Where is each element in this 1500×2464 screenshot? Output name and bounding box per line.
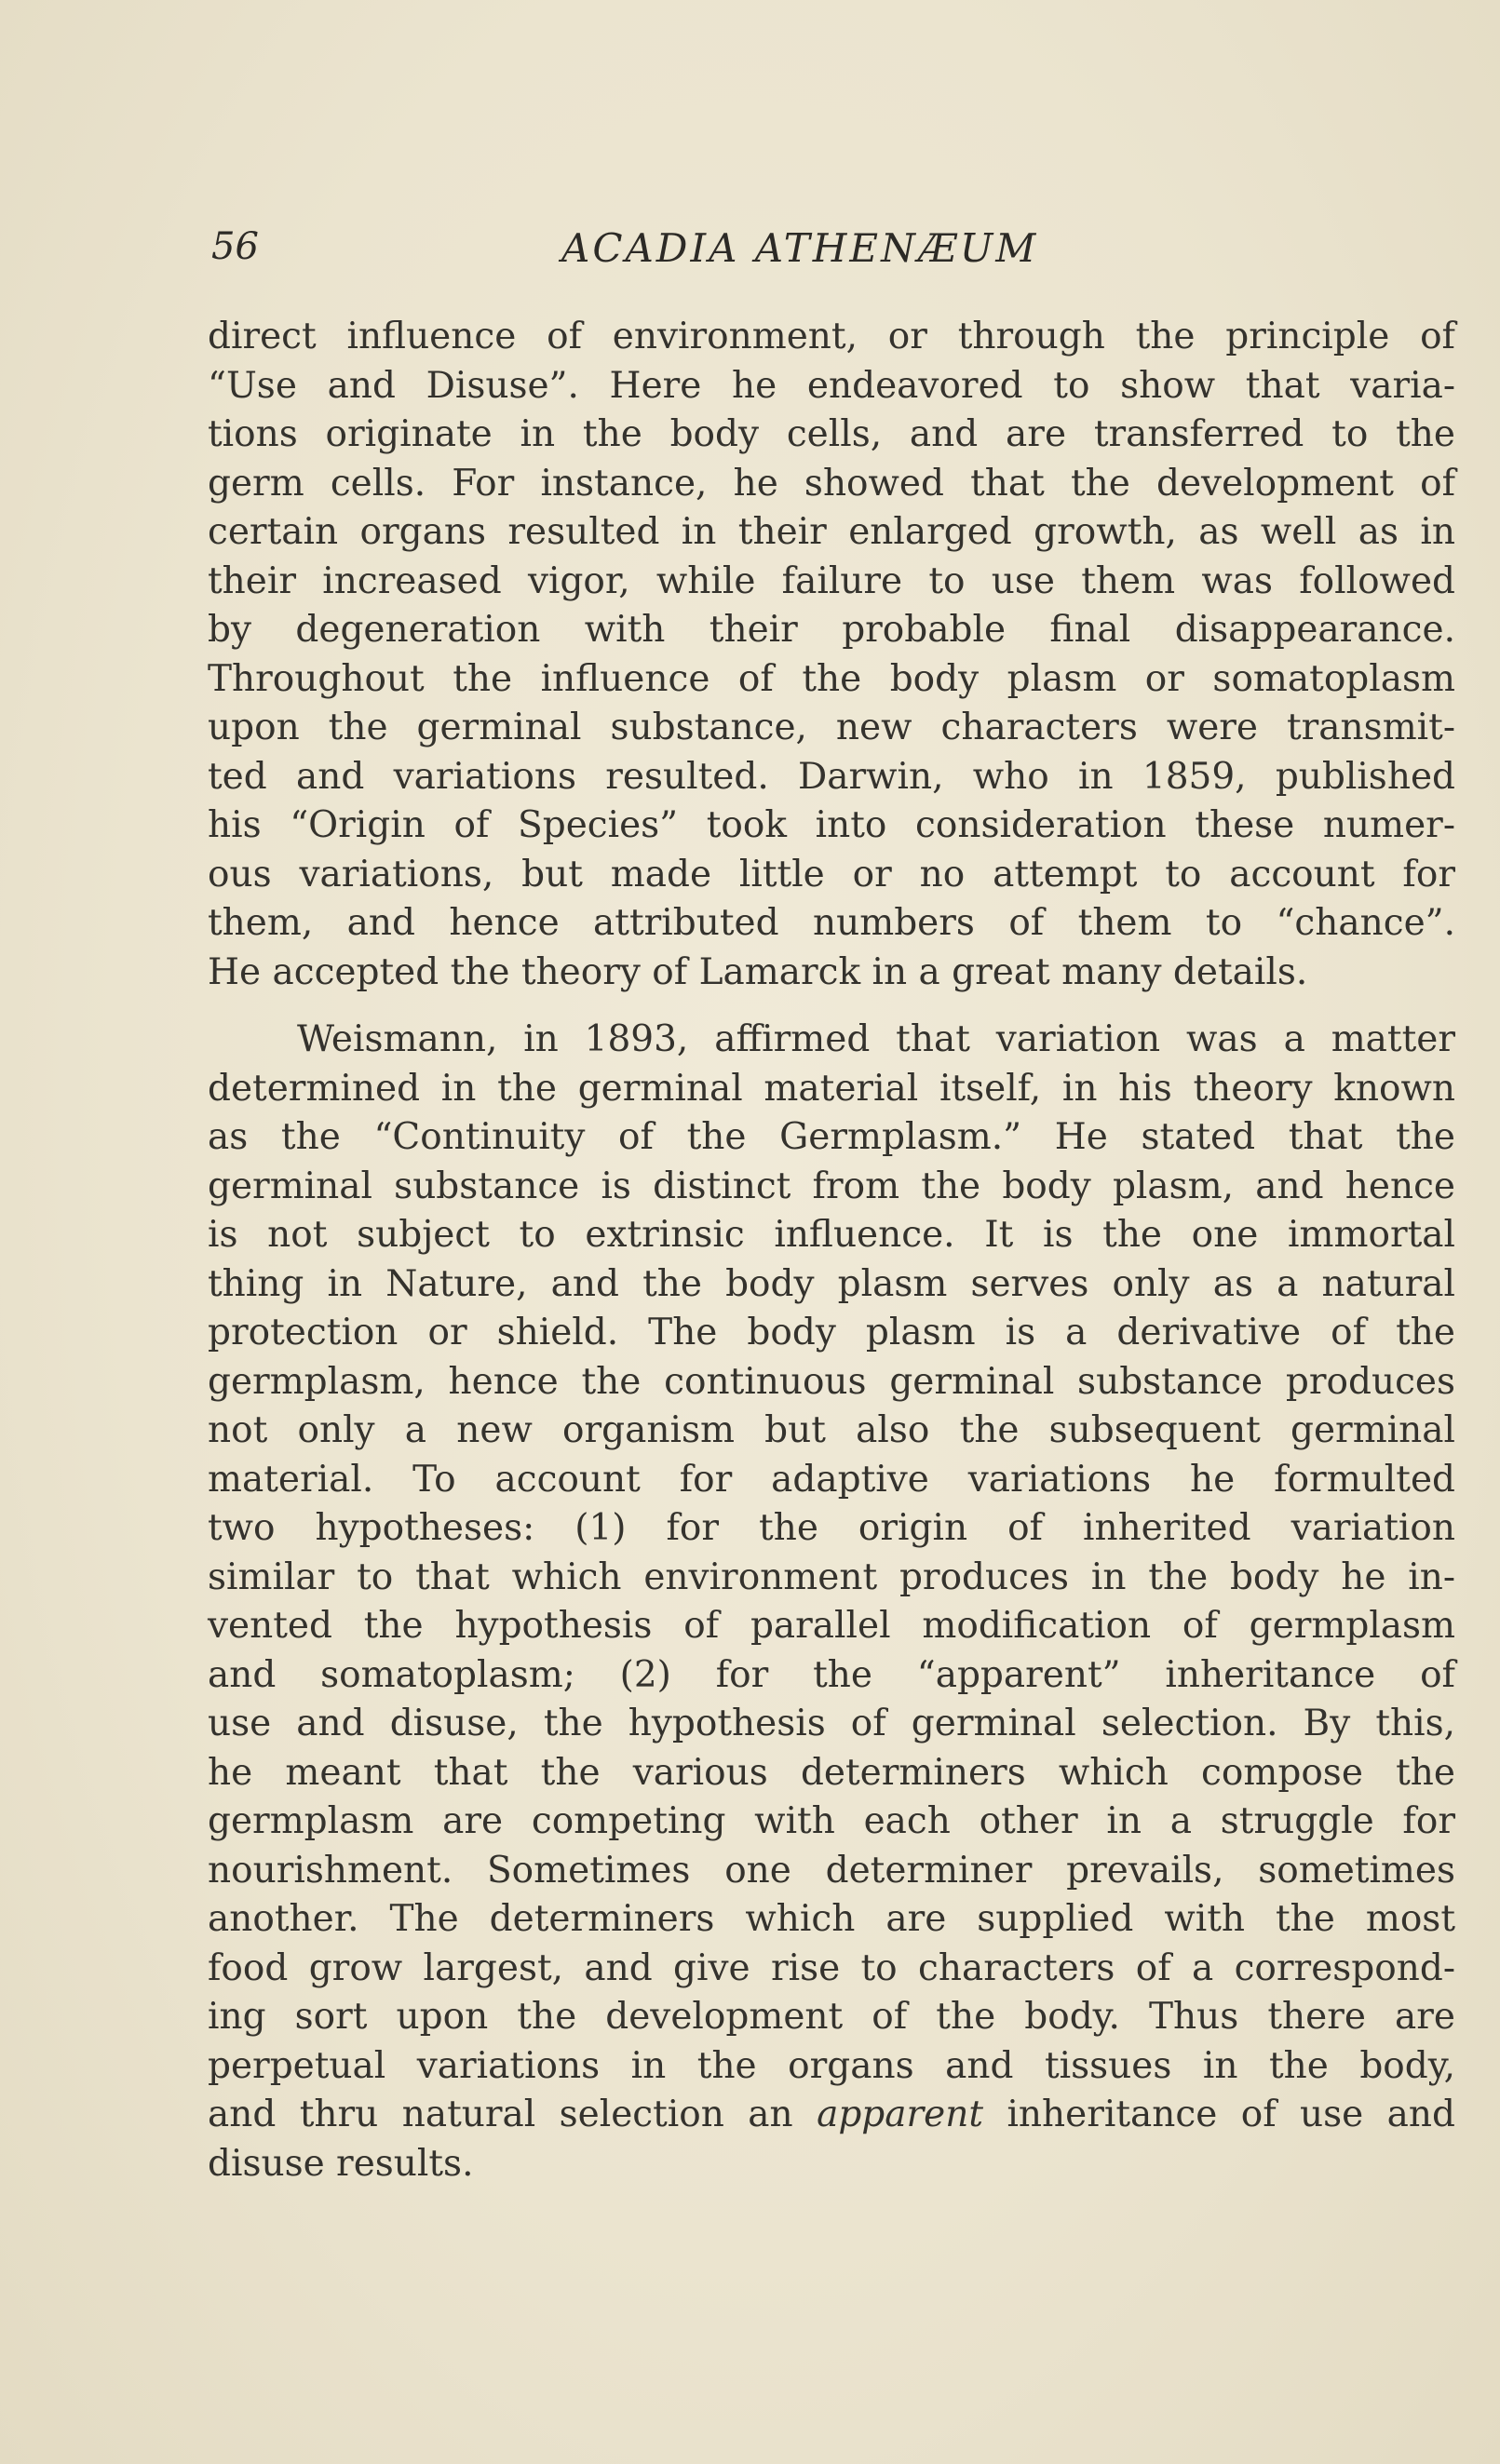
text-line: protection or shield. The body plasm is a derivative of the: [208, 1312, 1455, 1353]
text-line: ing sort upon the development of the body. Thus there are: [208, 1996, 1455, 2038]
text-line: his “Origin of Species” took into consideration these numer-: [208, 804, 1455, 846]
text-line: as the “Continuity of the Germplasm.” He stated that the: [208, 1116, 1455, 1158]
text-line: upon the germinal substance, new characters were transmit-: [208, 707, 1455, 748]
text-segment: and thru natural selection an: [208, 2094, 818, 2135]
text-line: perpetual variations in the organs and tissues in the body,: [208, 2044, 1455, 2087]
text-line: ous variations, but made little or no attempt to account for: [208, 853, 1455, 895]
running-title: ACADIA ATHENÆUM: [561, 225, 1039, 271]
page-number: 56: [211, 225, 259, 268]
text-line: not only a new organism but also the subsequent germinal: [208, 1409, 1455, 1451]
text-line: direct influence of environment, or through the principle of: [208, 316, 1455, 357]
text-line: ted and variations resulted. Darwin, who in 1859, published: [208, 755, 1455, 798]
text-line: food grow largest, and give rise to characters of a correspond-: [208, 1946, 1455, 1989]
text-line-with-italic: [208, 2091, 1455, 2140]
italic-word: apparent: [817, 2094, 984, 2135]
text-line: by degeneration with their probable final disappearance.: [208, 609, 1455, 651]
paragraph-2: [208, 1016, 1455, 2188]
text-line: use and disuse, the hypothesis of germinal selection. By this,: [208, 1703, 1455, 1744]
text-line: tions originate in the body cells, and are transferred to the: [208, 413, 1455, 455]
paragraph-gap: [208, 997, 1455, 1016]
text-line: and somatoplasm; (2) for the “apparent” inheritance of: [208, 1653, 1455, 1696]
body-text: [208, 313, 1455, 2188]
text-line: similar to that which environment produces in the body he in-: [208, 1555, 1455, 1598]
text-line: he meant that the various determiners which compose the: [208, 1751, 1455, 1794]
text-line: vented the hypothesis of parallel modification of germplasm: [208, 1605, 1455, 1647]
text-line: He accepted the theory of Lamarck in a great many details.: [208, 950, 1308, 993]
paragraph-1: [208, 313, 1455, 997]
text-line: germ cells. For instance, he showed that the development of: [208, 462, 1455, 505]
text-line: another. The determiners which are supplied with the most: [208, 1898, 1455, 1940]
text-line: material. To account for adaptive variations he formulted: [208, 1458, 1455, 1501]
text-line: determined in the germinal material itself, in his theory known: [208, 1067, 1455, 1110]
text-line: germinal substance is distinct from the body plasm, and hence: [208, 1165, 1455, 1207]
text-line: disuse results.: [208, 2142, 474, 2185]
text-line: their increased vigor, while failure to use them was followed: [208, 559, 1455, 602]
text-segment: inheritance of use and: [983, 2094, 1456, 2135]
text-line: Throughout the influence of the body plasm or somatoplasm: [208, 657, 1455, 700]
text-line: “Use and Disuse”. Here he endeavored to show that varia-: [208, 364, 1455, 407]
running-header: [208, 225, 1455, 281]
text-line: two hypotheses: (1) for the origin of inherited variation: [208, 1507, 1455, 1549]
text-line: certain organs resulted in their enlarged growth, as well as in: [208, 511, 1455, 553]
text-line: them, and hence attributed numbers of them to “chance”.: [208, 902, 1455, 944]
text-line: thing in Nature, and the body plasm serves only as a natural: [208, 1262, 1455, 1305]
text-line: Weismann, in 1893, affirmed that variation was a matter: [297, 1018, 1455, 1060]
text-line: germplasm, hence the continuous germinal substance produces: [208, 1360, 1455, 1403]
text-line: germplasm are competing with each other in a struggle for: [208, 1800, 1455, 1842]
text-line: nourishment. Sometimes one determiner prevails, sometimes: [208, 1849, 1455, 1892]
text-line: is not subject to extrinsic influence. It is the one immortal: [208, 1214, 1455, 1256]
